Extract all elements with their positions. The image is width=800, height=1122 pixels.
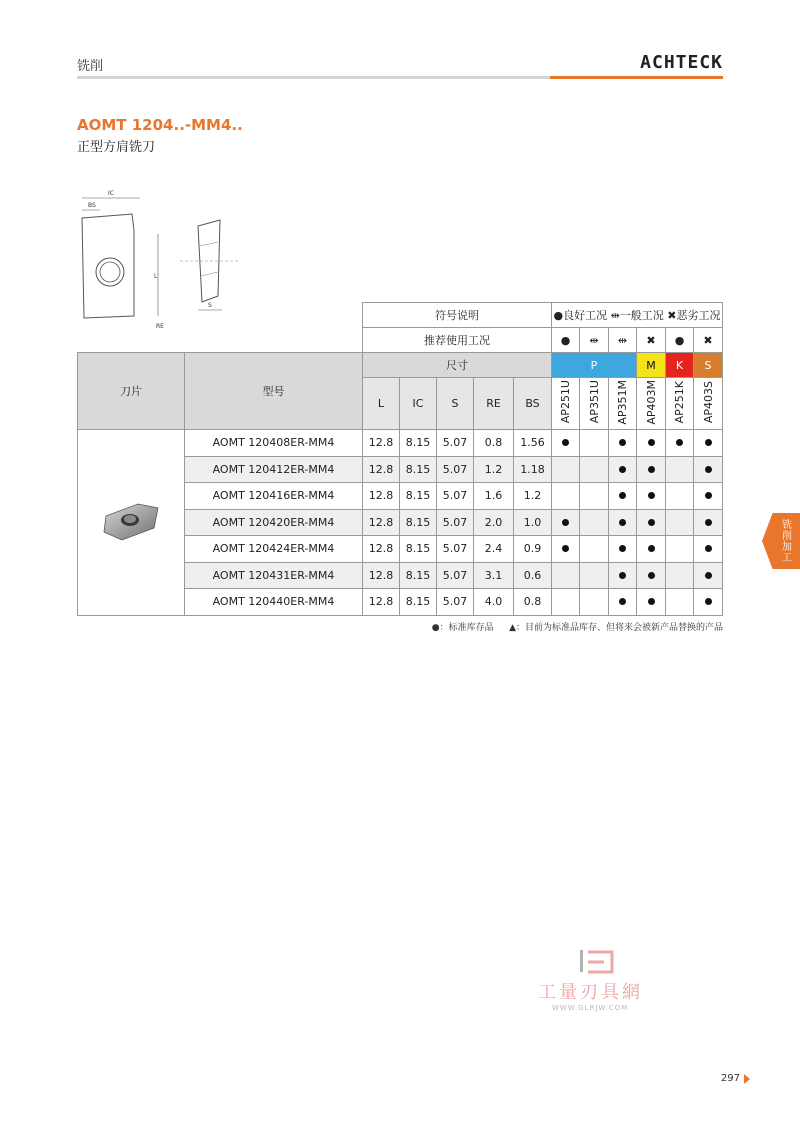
availability-cell: [666, 509, 694, 536]
dim-col-s: S: [437, 378, 474, 430]
dimension-cell: 12.8: [363, 562, 400, 589]
availability-cell: [637, 589, 666, 616]
availability-cell: [666, 589, 694, 616]
dimension-cell: 8.15: [400, 430, 437, 457]
availability-cell: [552, 562, 580, 589]
availability-cell: [666, 562, 694, 589]
legend-text: ●良好工况 ⇹一般工况 ✖恶劣工况: [552, 303, 723, 328]
availability-cell: [580, 430, 609, 457]
dimension-cell: 12.8: [363, 483, 400, 510]
dimension-cell: 2.0: [474, 509, 514, 536]
stock-dot-icon: [619, 545, 626, 552]
availability-cell: [694, 483, 723, 510]
dimension-cell: 12.8: [363, 456, 400, 483]
dimension-cell: 1.2: [514, 483, 552, 510]
dimension-cell: 5.07: [437, 536, 474, 563]
model-cell: AOMT 120424ER-MM4: [185, 536, 363, 563]
availability-cell: [666, 536, 694, 563]
dim-col-bs: BS: [514, 378, 552, 430]
dim-ic-label: IC: [108, 190, 114, 197]
section-label: 铣削: [77, 59, 104, 74]
availability-cell: [609, 536, 637, 563]
stock-dot-icon: [619, 466, 626, 473]
product-subtitle: 正型方肩铣刀: [77, 140, 156, 155]
availability-cell: [694, 589, 723, 616]
model-cell: AOMT 120416ER-MM4: [185, 483, 363, 510]
dim-l-label: L: [154, 273, 158, 280]
model-cell: AOMT 120420ER-MM4: [185, 509, 363, 536]
availability-cell: [609, 562, 637, 589]
model-column-header: 型号: [185, 353, 363, 430]
stock-dot-icon: [705, 466, 712, 473]
recommend-symbol: ✖: [694, 328, 723, 353]
dim-col-l: L: [363, 378, 400, 430]
availability-cell: [694, 536, 723, 563]
dimension-cell: 8.15: [400, 589, 437, 616]
stock-dot-icon: [648, 519, 655, 526]
material-m-header: M: [637, 353, 666, 378]
stock-dot-icon: [619, 439, 626, 446]
dim-bs-label: BS: [88, 202, 96, 209]
availability-cell: [637, 536, 666, 563]
availability-cell: [580, 483, 609, 510]
grade-header: AP251K: [673, 380, 686, 424]
recommend-symbol: ⇹: [609, 328, 637, 353]
stock-dot-icon: [705, 545, 712, 552]
availability-cell: [609, 483, 637, 510]
dimension-cell: 0.6: [514, 562, 552, 589]
model-cell: AOMT 120412ER-MM4: [185, 456, 363, 483]
stock-dot-icon: [562, 519, 569, 526]
model-cell: AOMT 120431ER-MM4: [185, 562, 363, 589]
availability-cell: [580, 536, 609, 563]
dimension-cell: 12.8: [363, 430, 400, 457]
grade-header: AP251U: [559, 380, 572, 424]
dim-re-label: RE: [156, 323, 164, 330]
stock-dot-icon: [648, 572, 655, 579]
availability-cell: [694, 430, 723, 457]
recommend-symbol: ●: [552, 328, 580, 353]
availability-cell: [552, 509, 580, 536]
dimension-cell: 1.18: [514, 456, 552, 483]
dimension-cell: 8.15: [400, 536, 437, 563]
legend-title: 符号说明: [363, 303, 552, 328]
stock-dot-icon: [705, 519, 712, 526]
dimension-cell: 5.07: [437, 430, 474, 457]
dimension-cell: 2.4: [474, 536, 514, 563]
stock-dot-icon: [676, 439, 683, 446]
material-s-header: S: [694, 353, 723, 378]
availability-cell: [637, 562, 666, 589]
availability-cell: [609, 456, 637, 483]
availability-cell: [552, 456, 580, 483]
recommend-row: [78, 328, 723, 353]
footnote: [428, 620, 723, 633]
availability-cell: [580, 589, 609, 616]
dimension-cell: 0.8: [514, 589, 552, 616]
next-page-arrow-icon: [744, 1074, 750, 1084]
stock-dot-icon: [648, 598, 655, 605]
availability-cell: [552, 536, 580, 563]
dimension-cell: 4.0: [474, 589, 514, 616]
availability-cell: [609, 589, 637, 616]
recommend-title: 推荐使用工况: [363, 328, 552, 353]
spec-table: [77, 302, 723, 616]
stock-dot-icon: [562, 545, 569, 552]
stock-dot-icon: [705, 439, 712, 446]
availability-cell: [637, 483, 666, 510]
dimension-cell: 12.8: [363, 536, 400, 563]
stock-dot-icon: [648, 492, 655, 499]
material-p-header: P: [552, 353, 637, 378]
dimension-cell: 1.0: [514, 509, 552, 536]
footnote-replace: ▲：目前为标准品库存、但将来会被新产品替换的产品: [509, 623, 723, 633]
grade-header: AP351U: [587, 380, 601, 424]
recommend-symbol: ●: [666, 328, 694, 353]
brand-logo: ACHTECK: [640, 52, 723, 73]
table-body: [78, 430, 723, 616]
grade-header: AP351M: [616, 379, 629, 425]
grade-header: AP403M: [644, 379, 658, 425]
availability-cell: [694, 456, 723, 483]
model-cell: AOMT 120408ER-MM4: [185, 430, 363, 457]
stock-dot-icon: [705, 572, 712, 579]
availability-cell: [694, 562, 723, 589]
insert-column-header: 刀片: [78, 353, 185, 430]
table-row: [78, 430, 723, 457]
page-number: 297: [720, 1073, 740, 1084]
dimensions-header: 尺寸: [363, 353, 552, 378]
availability-cell: [552, 430, 580, 457]
dimension-cell: 8.15: [400, 456, 437, 483]
dimension-cell: 12.8: [363, 509, 400, 536]
dim-col-ic: IC: [400, 378, 437, 430]
grade-header: AP403S: [701, 380, 715, 424]
recommend-symbol: ⇹: [580, 328, 609, 353]
insert-image-cell: [78, 430, 185, 616]
dimension-cell: 8.15: [400, 562, 437, 589]
dimension-cell: 5.07: [437, 483, 474, 510]
availability-cell: [666, 456, 694, 483]
stock-dot-icon: [562, 439, 569, 446]
availability-cell: [552, 483, 580, 510]
availability-cell: [666, 430, 694, 457]
material-k-header: K: [666, 353, 694, 378]
availability-cell: [694, 509, 723, 536]
watermark-text: 工量刃具網: [538, 982, 643, 1003]
stock-dot-icon: [705, 598, 712, 605]
availability-cell: [609, 430, 637, 457]
stock-dot-icon: [648, 466, 655, 473]
dimension-cell: 5.07: [437, 456, 474, 483]
header-rule-accent: [550, 76, 723, 79]
insert-photo-icon: [96, 498, 166, 543]
watermark-url: WWW.GLRJW.COM: [552, 1004, 629, 1012]
dimension-cell: 0.9: [514, 536, 552, 563]
product-title: AOMT 1204..-MM4..: [77, 116, 243, 134]
availability-cell: [609, 509, 637, 536]
dimension-cell: 5.07: [437, 562, 474, 589]
availability-cell: [580, 456, 609, 483]
availability-cell: [637, 509, 666, 536]
availability-cell: [580, 509, 609, 536]
dimension-cell: 0.8: [474, 430, 514, 457]
header-rule: [77, 76, 550, 79]
dimension-cell: 1.56: [514, 430, 552, 457]
stock-dot-icon: [619, 519, 626, 526]
dimension-cell: 5.07: [437, 589, 474, 616]
stock-dot-icon: [619, 492, 626, 499]
availability-cell: [637, 456, 666, 483]
availability-cell: [552, 589, 580, 616]
dimension-cell: 8.15: [400, 483, 437, 510]
stock-dot-icon: [648, 439, 655, 446]
availability-cell: [637, 430, 666, 457]
availability-cell: [580, 562, 609, 589]
stock-dot-icon: [705, 492, 712, 499]
dimension-cell: 3.1: [474, 562, 514, 589]
dimension-cell: 1.2: [474, 456, 514, 483]
recommend-symbol: ✖: [637, 328, 666, 353]
dim-s-label: S: [208, 302, 212, 309]
footnote-stock: ●：标准库存品: [431, 623, 494, 633]
dimension-cell: 8.15: [400, 509, 437, 536]
dimension-cell: 5.07: [437, 509, 474, 536]
stock-dot-icon: [648, 545, 655, 552]
model-cell: AOMT 120440ER-MM4: [185, 589, 363, 616]
stock-dot-icon: [619, 598, 626, 605]
dimension-cell: 1.6: [474, 483, 514, 510]
stock-dot-icon: [619, 572, 626, 579]
dimension-cell: 12.8: [363, 589, 400, 616]
availability-cell: [666, 483, 694, 510]
side-tab-label: 铣削加工: [782, 520, 792, 564]
legend-row: [78, 303, 723, 328]
dim-col-re: RE: [474, 378, 514, 430]
